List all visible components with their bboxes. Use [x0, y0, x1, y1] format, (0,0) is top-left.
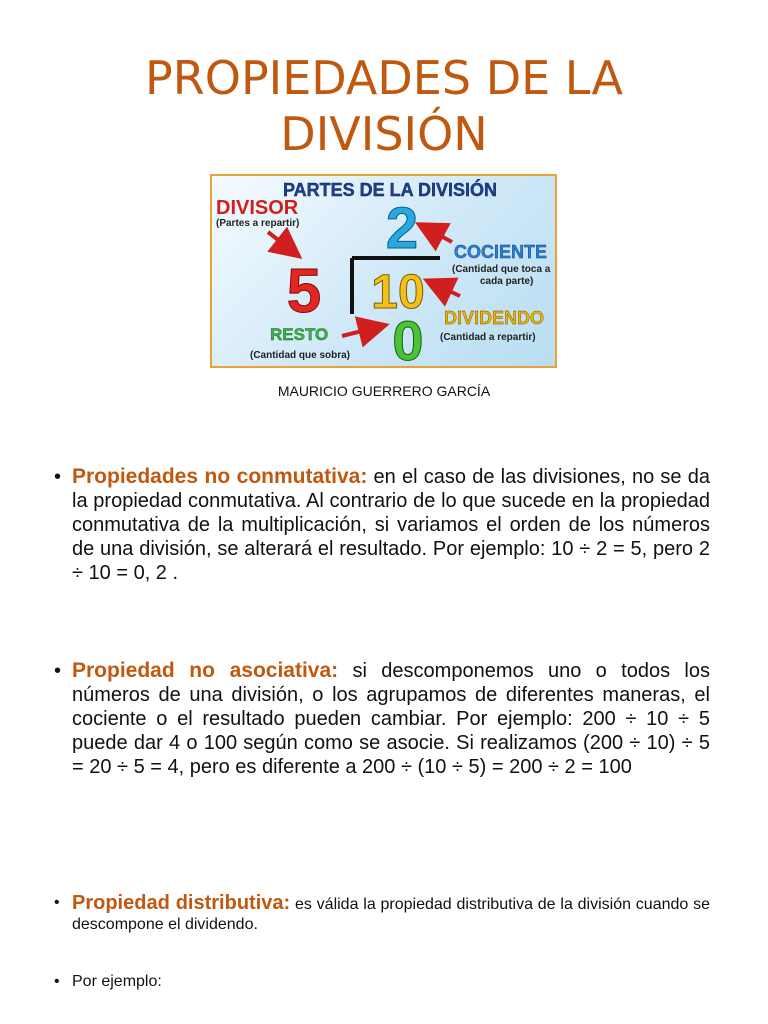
bullet-heading: Propiedad distributiva:	[72, 892, 291, 914]
arrow-cociente	[422, 226, 452, 242]
cociente-label: COCIENTE	[454, 242, 548, 262]
author-name: MAURICIO GUERRERO GARCÍA	[277, 383, 491, 399]
bullet-dot: •	[54, 894, 60, 911]
division-parts-graphic	[212, 176, 555, 366]
dividend-number: 10	[371, 266, 425, 319]
bullet-text: es válida la propiedad distributiva de la división cuando se descompone el dividendo.	[72, 896, 710, 933]
title-line-2: DIVISIÓN	[280, 107, 488, 161]
quotient-number: 2	[385, 196, 419, 261]
arrow-divisor	[268, 232, 296, 254]
bullet-por-ejemplo	[56, 972, 710, 992]
bullet-distributiva	[56, 893, 710, 935]
bullet-dot: •	[54, 466, 62, 488]
remainder-number: 0	[392, 309, 424, 366]
bullet-dot: •	[54, 973, 60, 990]
bullet-text: en el caso de las divisiones, no se da la propiedad conmutativa. Al contrario de lo que sucede en la propiedad conmutativa de la multiplicación, si variamos el orden de los números de una división, se alterará el resultado. Por ejemplo: 10 ÷ 2 = 5, pero 2 ÷ 10 = 0, 2 .	[72, 466, 710, 584]
arrow-resto	[342, 326, 382, 336]
title-line-1: PROPIEDADES DE LA	[145, 51, 623, 105]
division-parts-illustration	[210, 174, 557, 368]
bullet-text: Por ejemplo:	[72, 973, 162, 990]
bullet-no-asociativa	[56, 659, 710, 779]
bullet-dot: •	[54, 660, 62, 682]
dividendo-label: DIVIDENDO	[444, 308, 545, 328]
bullet-text: si descomponemos uno o todos los números de una división, o los agrupamos de diferentes maneras, el cociente o el resultado pueden cambiar. Por ejemplo: 200 ÷ 10 ÷ 5 puede dar 4 o 100 según como se asocie. Si realizamos (200 ÷ 10) ÷ 5 = 20 ÷ 5 = 4, pero es diferente a 200 ÷ (10 ÷ 5) = 200 ÷ 2 = 100	[72, 660, 710, 778]
arrow-dividendo	[430, 282, 460, 296]
divisor-number: 5	[286, 257, 322, 326]
bullet-no-conmutativa	[56, 465, 710, 585]
bullet-heading: Propiedad no asociativa:	[72, 659, 339, 682]
divisor-note: (Partes a repartir)	[216, 218, 300, 229]
resto-note: (Cantidad que sobra)	[250, 350, 351, 361]
figure-heading: PARTES DE LA DIVISIÓN	[282, 180, 498, 200]
page-title	[0, 50, 768, 162]
divisor-label: DIVISOR	[216, 197, 299, 219]
bullet-heading: Propiedades no conmutativa:	[72, 465, 368, 488]
resto-label: RESTO	[270, 325, 329, 344]
dividendo-note: (Cantidad a repartir)	[440, 332, 536, 343]
cociente-note-1: (Cantidad que toca a	[452, 264, 551, 275]
cociente-note-2: cada parte)	[480, 276, 534, 287]
